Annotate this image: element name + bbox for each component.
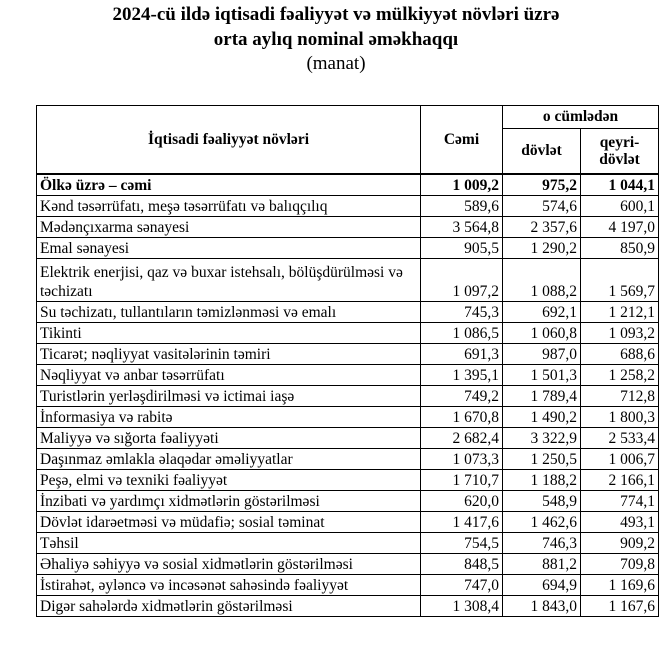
cell-activity: Kənd təsərrüfatı, meşə təsərrüfatı və balıqçılıq	[37, 196, 421, 217]
table-row	[37, 575, 659, 596]
table-row	[37, 365, 659, 386]
title-line-1: 2024-cü ildə iqtisadi fəaliyyət və mülkiyyət növləri üzrə	[112, 4, 560, 25]
table-row	[37, 259, 659, 302]
cell-activity: İnzibati və yardımçı xidmətlərin göstərilməsi	[37, 491, 421, 512]
table-row	[37, 512, 659, 533]
header-nonstate: qeyri-dövlət	[581, 129, 659, 175]
cell-nonstate: 1 093,2	[581, 323, 659, 344]
header-of-which: o cümlədən	[503, 106, 659, 129]
cell-total: 754,5	[421, 533, 503, 554]
cell-activity: Mədənçıxarma sənayesi	[37, 217, 421, 238]
cell-nonstate: 4 197,0	[581, 217, 659, 238]
cell-activity: Turistlərin yerləşdirilməsi və ictimai iaşə	[37, 386, 421, 407]
cell-nonstate: 909,2	[581, 533, 659, 554]
cell-activity: Ölkə üzrə – cəmi	[37, 174, 421, 196]
cell-activity: Tikinti	[37, 323, 421, 344]
cell-state: 1 843,0	[503, 596, 581, 617]
cell-nonstate: 2 166,1	[581, 470, 659, 491]
cell-total: 1 395,1	[421, 365, 503, 386]
cell-activity: Dövlət idarəetməsi və müdafiə; sosial təminat	[37, 512, 421, 533]
table-row	[37, 428, 659, 449]
cell-total: 620,0	[421, 491, 503, 512]
header-total: Cəmi	[421, 106, 503, 175]
cell-state: 692,1	[503, 302, 581, 323]
cell-state: 2 357,6	[503, 217, 581, 238]
cell-total: 848,5	[421, 554, 503, 575]
cell-state: 548,9	[503, 491, 581, 512]
cell-total: 589,6	[421, 196, 503, 217]
cell-total: 1 710,7	[421, 470, 503, 491]
cell-activity: Nəqliyyat və anbar təsərrüfatı	[37, 365, 421, 386]
table-row	[37, 596, 659, 617]
table-row	[37, 302, 659, 323]
header-activity: İqtisadi fəaliyyət növləri	[37, 106, 421, 175]
unit-label: (manat)	[306, 53, 366, 74]
table-row	[37, 196, 659, 217]
cell-state: 1 462,6	[503, 512, 581, 533]
cell-activity: İstirahət, əyləncə və incəsənət sahəsində fəaliyyət	[37, 575, 421, 596]
cell-nonstate: 600,1	[581, 196, 659, 217]
cell-activity: Su təchizatı, tullantıların təmizlənməsi və emalı	[37, 302, 421, 323]
table-row	[37, 533, 659, 554]
table-row	[37, 323, 659, 344]
table-row	[37, 238, 659, 259]
cell-total: 2 682,4	[421, 428, 503, 449]
cell-total: 3 564,8	[421, 217, 503, 238]
cell-nonstate: 712,8	[581, 386, 659, 407]
cell-state: 987,0	[503, 344, 581, 365]
cell-total: 1 417,6	[421, 512, 503, 533]
cell-nonstate: 1 258,2	[581, 365, 659, 386]
table-body	[37, 174, 659, 617]
header-state: dövlət	[503, 129, 581, 175]
cell-nonstate: 1 800,3	[581, 407, 659, 428]
table-row	[37, 344, 659, 365]
cell-state: 574,6	[503, 196, 581, 217]
cell-nonstate: 709,8	[581, 554, 659, 575]
cell-state: 1 490,2	[503, 407, 581, 428]
cell-activity: Digər sahələrdə xidmətlərin göstərilməsi	[37, 596, 421, 617]
table-row-total	[37, 174, 659, 196]
cell-total: 1 097,2	[421, 259, 503, 302]
cell-activity: Təhsil	[37, 533, 421, 554]
cell-nonstate: 1 212,1	[581, 302, 659, 323]
cell-nonstate: 774,1	[581, 491, 659, 512]
cell-total: 1 073,3	[421, 449, 503, 470]
cell-state: 975,2	[503, 174, 581, 196]
cell-nonstate: 1 167,6	[581, 596, 659, 617]
cell-state: 1 060,8	[503, 323, 581, 344]
cell-activity: Maliyyə və sığorta fəaliyyəti	[37, 428, 421, 449]
table-header	[37, 106, 659, 175]
cell-total: 1 670,8	[421, 407, 503, 428]
cell-total: 691,3	[421, 344, 503, 365]
cell-nonstate: 1 169,6	[581, 575, 659, 596]
title-line-2: orta aylıq nominal əməkhaqqı	[213, 29, 459, 50]
cell-total: 749,2	[421, 386, 503, 407]
table-row	[37, 449, 659, 470]
cell-state: 1 501,3	[503, 365, 581, 386]
cell-total: 745,3	[421, 302, 503, 323]
cell-state: 1 250,5	[503, 449, 581, 470]
table-row	[37, 407, 659, 428]
cell-state: 3 322,9	[503, 428, 581, 449]
cell-state: 1 188,2	[503, 470, 581, 491]
cell-activity: Peşə, elmi və texniki fəaliyyət	[37, 470, 421, 491]
table-row	[37, 386, 659, 407]
cell-nonstate: 688,6	[581, 344, 659, 365]
table-row	[37, 491, 659, 512]
cell-total: 747,0	[421, 575, 503, 596]
cell-activity: Emal sənayesi	[37, 238, 421, 259]
cell-total: 905,5	[421, 238, 503, 259]
cell-state: 746,3	[503, 533, 581, 554]
cell-nonstate: 2 533,4	[581, 428, 659, 449]
cell-activity: Elektrik enerjisi, qaz və buxar istehsalı, bölüşdürülməsi və təchizatı	[37, 259, 421, 302]
wage-table	[36, 105, 659, 617]
cell-activity: Əhaliyə səhiyyə və sosial xidmətlərin göstərilməsi	[37, 554, 421, 575]
cell-total: 1 086,5	[421, 323, 503, 344]
table-row	[37, 217, 659, 238]
cell-activity: İnformasiya və rabitə	[37, 407, 421, 428]
cell-nonstate: 850,9	[581, 238, 659, 259]
table-row	[37, 554, 659, 575]
cell-state: 1 789,4	[503, 386, 581, 407]
cell-state: 1 088,2	[503, 259, 581, 302]
cell-state: 1 290,2	[503, 238, 581, 259]
cell-nonstate: 1 006,7	[581, 449, 659, 470]
cell-total: 1 308,4	[421, 596, 503, 617]
cell-activity: Daşınmaz əmlakla əlaqədar əməliyyatlar	[37, 449, 421, 470]
cell-nonstate: 1 044,1	[581, 174, 659, 196]
cell-state: 881,2	[503, 554, 581, 575]
table-row	[37, 470, 659, 491]
cell-total: 1 009,2	[421, 174, 503, 196]
page-title	[0, 2, 672, 52]
cell-nonstate: 493,1	[581, 512, 659, 533]
cell-nonstate: 1 569,7	[581, 259, 659, 302]
cell-state: 694,9	[503, 575, 581, 596]
cell-activity: Ticarət; nəqliyyat vasitələrinin təmiri	[37, 344, 421, 365]
